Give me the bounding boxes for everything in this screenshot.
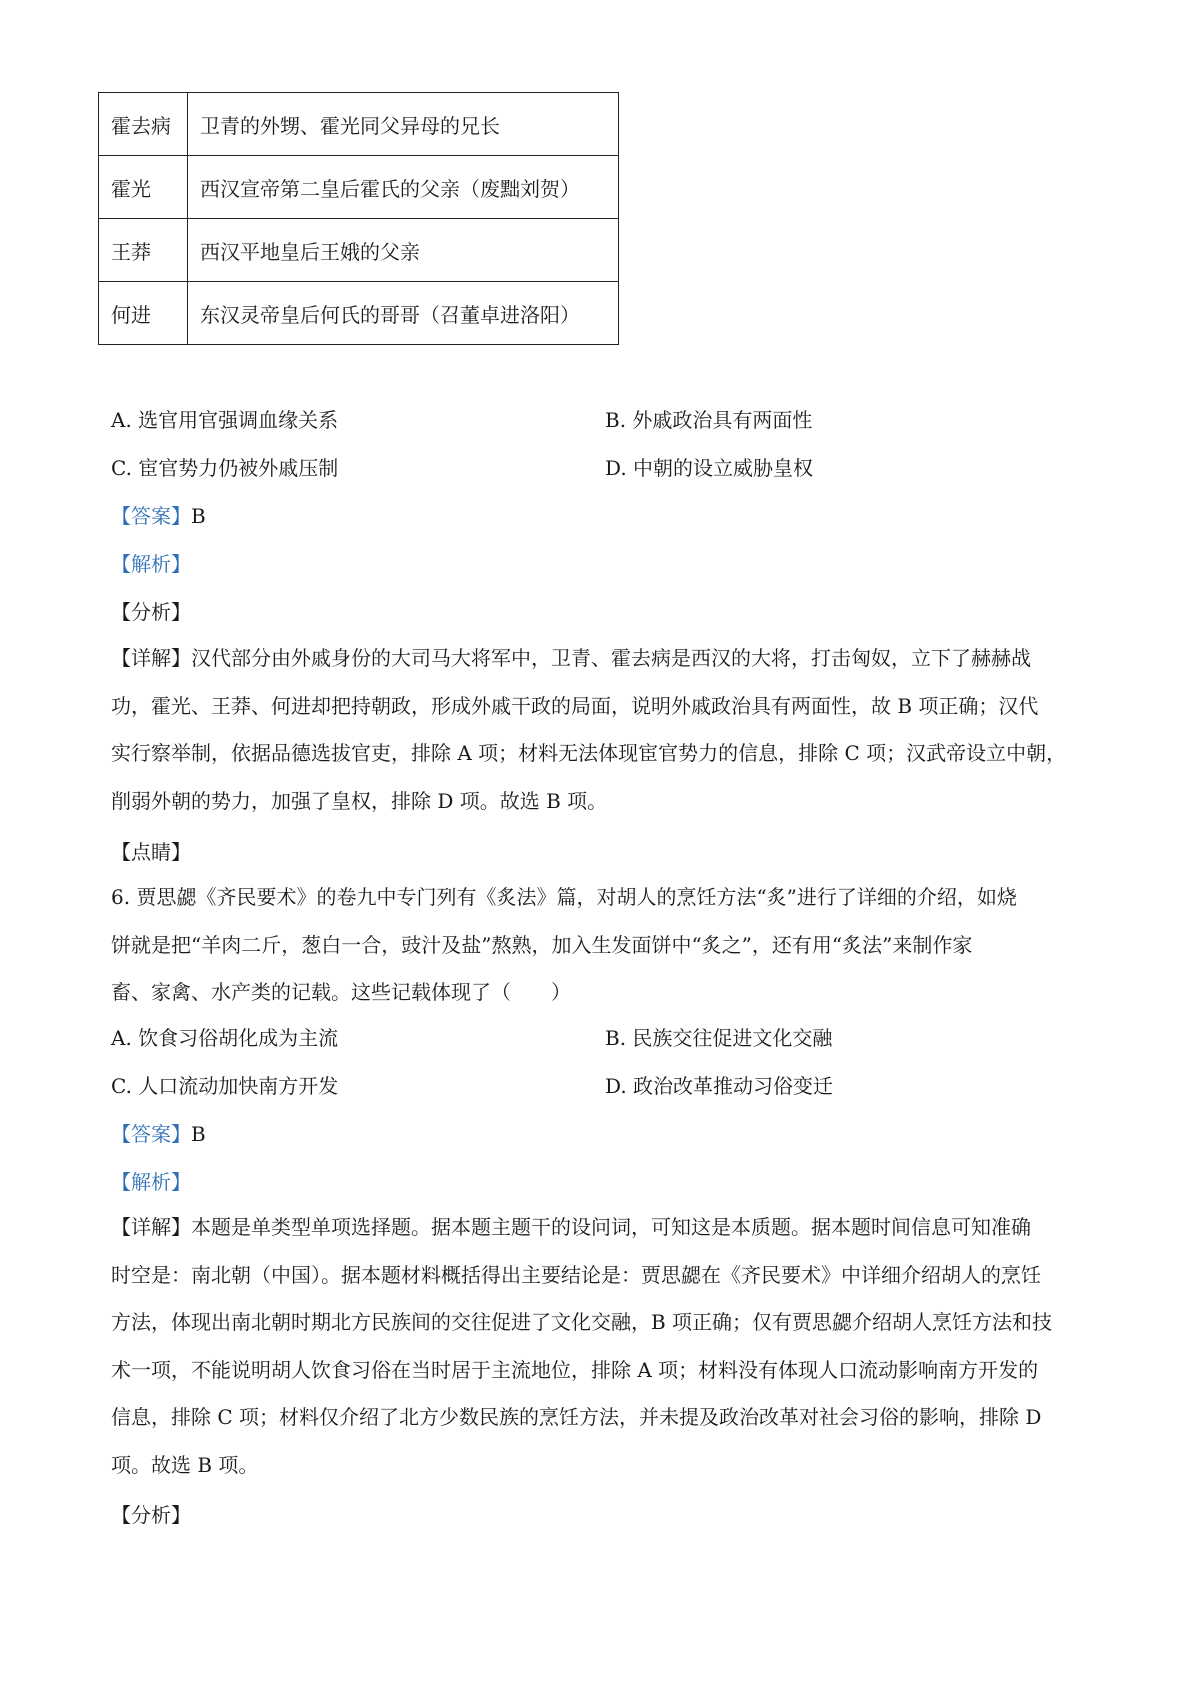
detail-line: 【详解】汉代部分由外戚身份的大司马大将军中，卫青、霍去病是西汉的大将，打击匈奴，立下了赫赫战 (111, 646, 1031, 670)
stem-line: 6. 贾思勰《齐民要术》的卷九中专门列有《炙法》篇，对胡人的烹饪方法“炙”进行了详细的介绍，如烧 (111, 885, 1017, 909)
q6-option-b: B. 民族交往促进文化交融 (605, 1026, 833, 1050)
person-name: 何进 (99, 282, 188, 345)
table-row (99, 282, 619, 345)
table-row (99, 219, 619, 282)
person-name: 霍光 (99, 156, 188, 219)
persons-table (98, 92, 619, 345)
person-name: 王莽 (99, 219, 188, 282)
q5-detail (111, 635, 1101, 825)
q6-fenxi-tag: 【分析】 (111, 1503, 191, 1527)
person-desc: 西汉平地皇后王娥的父亲 (188, 219, 619, 282)
q6-answer (111, 1124, 206, 1144)
q5-fenxi-tag: 【分析】 (111, 600, 191, 624)
detail-line: 信息，排除 C 项；材料仅介绍了北方少数民族的烹饪方法，并未提及政治改革对社会习俗的影响，排除 D (111, 1405, 1042, 1429)
detail-line: 方法，体现出南北朝时期北方民族间的交往促进了文化交融，B 项正确；仅有贾思勰介绍胡人烹饪方法和技 (111, 1310, 1053, 1334)
q6-option-a: A. 饮食习俗胡化成为主流 (111, 1026, 339, 1050)
q6-option-d: D. 政治改革推动习俗变迁 (605, 1074, 834, 1098)
detail-line: 【详解】本题是单类型单项选择题。据本题主题干的设问词，可知这是本质题。据本题时间信息可知准确 (111, 1215, 1031, 1239)
q5-option-b: B. 外戚政治具有两面性 (605, 408, 813, 432)
detail-line: 项。故选 B 项。 (111, 1452, 259, 1477)
person-desc: 东汉灵帝皇后何氏的哥哥（召董卓进洛阳） (188, 282, 619, 345)
stem-line: 饼就是把“羊肉二斤，葱白一合，豉汁及盐”熬熟，加入生发面饼中“炙之”，还有用“炙法”来制作家 (111, 932, 973, 957)
answer-tag: 【答案】 (111, 504, 191, 528)
answer-value: B (191, 504, 206, 528)
q6-analysis-tag: 【解析】 (111, 1170, 191, 1194)
stem-line: 畜、家禽、水产类的记载。这些记载体现了（ ） (111, 980, 571, 1004)
q5-analysis-tag: 【解析】 (111, 552, 191, 576)
q5-option-c: C. 宦官势力仍被外戚压制 (111, 456, 339, 480)
q5-option-a: A. 选官用官强调血缘关系 (111, 408, 339, 432)
person-desc: 西汉宣帝第二皇后霍氏的父亲（废黜刘贺） (188, 156, 619, 219)
person-desc: 卫青的外甥、霍光同父异母的兄长 (188, 93, 619, 156)
person-name: 霍去病 (99, 93, 188, 156)
detail-line: 实行察举制，依据品德选拔官吏，排除 A 项；材料无法体现宦官势力的信息，排除 C 项；汉武帝设立中朝， (111, 741, 1067, 765)
q6-stem (111, 874, 1101, 1017)
answer-tag: 【答案】 (111, 1122, 191, 1146)
q6-option-c: C. 人口流动加快南方开发 (111, 1074, 339, 1098)
q5-answer (111, 506, 206, 526)
detail-line: 功，霍光、王莽、何进却把持朝政，形成外戚干政的局面，说明外戚政治具有两面性，故 B 项正确；汉代 (111, 693, 1039, 718)
q5-option-d: D. 中朝的设立威胁皇权 (605, 456, 814, 480)
detail-line: 削弱外朝的势力，加强了皇权，排除 D 项。故选 B 项。 (111, 788, 608, 813)
detail-line: 时空是：南北朝（中国）。据本题材料概括得出主要结论是：贾思勰在《齐民要术》中详细介绍胡人的烹饪 (111, 1262, 1041, 1287)
table-row (99, 93, 619, 156)
q6-detail (111, 1204, 1101, 1489)
answer-value: B (191, 1122, 206, 1146)
q5-dianjing-tag: 【点睛】 (111, 840, 191, 864)
detail-line: 术一项，不能说明胡人饮食习俗在当时居于主流地位，排除 A 项；材料没有体现人口流动影响南方开发的 (111, 1357, 1039, 1382)
table-row (99, 156, 619, 219)
